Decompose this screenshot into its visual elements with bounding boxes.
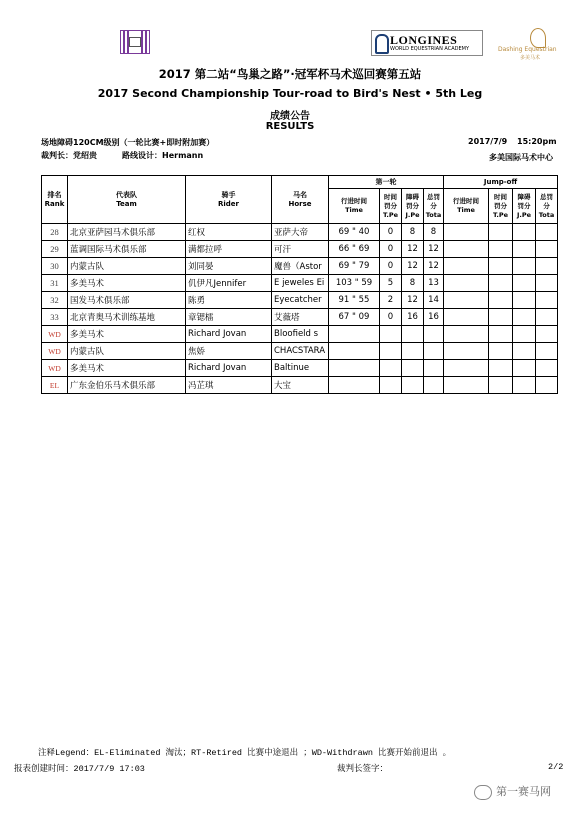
horse-icon: [530, 28, 546, 48]
team-cell: 内蒙古队: [68, 258, 186, 275]
total-cell: [424, 343, 444, 360]
jumpoff-time-cell: [444, 343, 489, 360]
horse-cell: 艾薇塔: [272, 309, 329, 326]
rank-cell: 29: [42, 241, 68, 258]
jumpoff-jump-penalty-header: 障碍 罚分 J.Pe: [513, 189, 536, 224]
rider-cell: 陈勇: [186, 292, 272, 309]
total-cell: [424, 360, 444, 377]
rank-cell: WD: [42, 326, 68, 343]
rider-cell: 章锶檑: [186, 309, 272, 326]
jumpoff-time-cell: [444, 377, 489, 394]
class-info: 场地障碍120CM级别（一轮比赛+即时附加赛）: [41, 138, 215, 147]
jumpoff-time-penalty-cell: [489, 377, 513, 394]
time-cell: [329, 377, 380, 394]
team-cell: 国发马术俱乐部: [68, 292, 186, 309]
longines-wings-icon: [375, 34, 389, 54]
course-designer: 路线设计：Hermann: [122, 151, 204, 160]
jumpoff-time-penalty-cell: [489, 241, 513, 258]
time-penalty-cell: 2: [380, 292, 402, 309]
time-cell: [329, 343, 380, 360]
rank-cell: EL: [42, 377, 68, 394]
jumpoff-jump-penalty-cell: [513, 309, 536, 326]
horse-cell: Baltinue: [272, 360, 329, 377]
event-logo: [120, 30, 150, 54]
jumpoff-total-cell: [536, 241, 558, 258]
jumpoff-jump-penalty-cell: [513, 258, 536, 275]
team-cell: 广东金伯乐马术俱乐部: [68, 377, 186, 394]
jumpoff-time-header: 行进时间 Time: [444, 189, 489, 224]
jumpoff-time-penalty-cell: [489, 360, 513, 377]
rank-cell: WD: [42, 343, 68, 360]
total-cell: 14: [424, 292, 444, 309]
page-number: 2/2: [548, 762, 564, 772]
jumpoff-time-penalty-cell: [489, 275, 513, 292]
time-penalty-cell: 0: [380, 309, 402, 326]
jumpoff-time-cell: [444, 360, 489, 377]
jump-penalty-cell: [402, 343, 424, 360]
venue: 多美国际马术中心: [489, 153, 553, 162]
jumpoff-total-cell: [536, 309, 558, 326]
rider-header: 骑手 Rider: [186, 176, 272, 224]
rank-cell: 31: [42, 275, 68, 292]
jump-penalty-cell: 12: [402, 241, 424, 258]
jumpoff-jump-penalty-cell: [513, 326, 536, 343]
table-row: [42, 326, 558, 343]
jumpoff-jump-penalty-cell: [513, 241, 536, 258]
table-row: [42, 292, 558, 309]
rider-cell: 满都拉呼: [186, 241, 272, 258]
results-table: [41, 175, 558, 394]
round1-header: 第一轮: [329, 176, 444, 189]
total-cell: 16: [424, 309, 444, 326]
time-penalty-cell: 0: [380, 224, 402, 241]
table-row: [42, 343, 558, 360]
horse-cell: Eyecatcher: [272, 292, 329, 309]
jumpoff-jump-penalty-cell: [513, 360, 536, 377]
time-cell: 91 " 55: [329, 292, 380, 309]
dashing-equestrian-logo: Dashing Equestrian 多美马术: [498, 28, 558, 62]
total-cell: 13: [424, 275, 444, 292]
jumpoff-total-cell: [536, 292, 558, 309]
rider-cell: 仉伊凡Jennifer: [186, 275, 272, 292]
horse-cell: Bloofield s: [272, 326, 329, 343]
jumpoff-time-penalty-header: 时间 罚分 T.Pe: [489, 189, 513, 224]
time-penalty-header: 时间 罚分 T.Pe: [380, 189, 402, 224]
jumpoff-total-cell: [536, 377, 558, 394]
jump-penalty-cell: [402, 377, 424, 394]
judge-signature: 裁判长签字：: [337, 764, 389, 774]
rider-cell: 冯芷琪: [186, 377, 272, 394]
jump-penalty-cell: 8: [402, 224, 424, 241]
jumpoff-jump-penalty-cell: [513, 343, 536, 360]
legend: 注释Legend：EL-Eliminated 淘汰；RT-Retired 比赛中途退出 ；WD-Withdrawn 比赛开始前退出 。: [38, 748, 452, 758]
table-row: [42, 275, 558, 292]
time-cell: 66 " 69: [329, 241, 380, 258]
table-row: [42, 241, 558, 258]
jump-penalty-cell: [402, 326, 424, 343]
jumpoff-time-penalty-cell: [489, 258, 513, 275]
time-penalty-cell: 0: [380, 258, 402, 275]
time-penalty-cell: 0: [380, 241, 402, 258]
table-row: [42, 360, 558, 377]
time-cell: [329, 326, 380, 343]
jumpoff-time-cell: [444, 326, 489, 343]
jumpoff-jump-penalty-cell: [513, 292, 536, 309]
jumpoff-jump-penalty-cell: [513, 275, 536, 292]
jumpoff-total-cell: [536, 326, 558, 343]
rank-header: 排名 Rank: [42, 176, 68, 224]
table-row: [42, 258, 558, 275]
horse-header: 马名 Horse: [272, 176, 329, 224]
longines-logo: LONGINES WORLD EQUESTRIAN ACADEMY: [371, 30, 483, 56]
jump-penalty-cell: 16: [402, 309, 424, 326]
jumpoff-time-cell: [444, 258, 489, 275]
title-cn: 2017 第二站“鸟巢之路”·冠军杯马术巡回赛第五站: [158, 67, 422, 81]
header-row: [42, 176, 558, 189]
horse-cell: CHACSTARA: [272, 343, 329, 360]
jumpoff-total-cell: [536, 275, 558, 292]
horse-cell: 可汗: [272, 241, 329, 258]
horse-cell: 亚萨大帝: [272, 224, 329, 241]
jumpoff-jump-penalty-cell: [513, 377, 536, 394]
jumpoff-total-cell: [536, 360, 558, 377]
rider-cell: 红权: [186, 224, 272, 241]
table-row: [42, 224, 558, 241]
rank-cell: 28: [42, 224, 68, 241]
rider-cell: 焦娇: [186, 343, 272, 360]
jumpoff-time-penalty-cell: [489, 309, 513, 326]
horse-cell: 大宝: [272, 377, 329, 394]
jumpoff-time-cell: [444, 224, 489, 241]
team-cell: 北京亚萨园马术俱乐部: [68, 224, 186, 241]
time-penalty-cell: [380, 326, 402, 343]
time-penalty-cell: [380, 360, 402, 377]
subtitle-cn: 成绩公告: [270, 111, 310, 122]
wechat-icon: [474, 785, 492, 800]
jumpoff-time-penalty-cell: [489, 343, 513, 360]
jumpoff-time-penalty-cell: [489, 224, 513, 241]
jumpoff-time-penalty-cell: [489, 326, 513, 343]
jumpoff-time-cell: [444, 275, 489, 292]
jumpoff-jump-penalty-cell: [513, 224, 536, 241]
jump-penalty-cell: 8: [402, 275, 424, 292]
jumpoff-time-cell: [444, 309, 489, 326]
table-row: [42, 377, 558, 394]
total-header: 总罚 分 Tota: [424, 189, 444, 224]
jumpoff-time-cell: [444, 292, 489, 309]
table-row: [42, 309, 558, 326]
jump-penalty-header: 障碍 罚分 J.Pe: [402, 189, 424, 224]
time-cell: 67 " 09: [329, 309, 380, 326]
time-penalty-cell: [380, 377, 402, 394]
horse-cell: E jeweles Ei: [272, 275, 329, 292]
jumpoff-total-cell: [536, 258, 558, 275]
jumpoff-time-penalty-cell: [489, 292, 513, 309]
total-cell: [424, 377, 444, 394]
total-cell: 12: [424, 258, 444, 275]
rider-cell: Richard Jovan: [186, 326, 272, 343]
team-cell: 多美马术: [68, 326, 186, 343]
jumpoff-time-cell: [444, 241, 489, 258]
jump-penalty-cell: [402, 360, 424, 377]
rank-cell: WD: [42, 360, 68, 377]
jumpoff-header: Jump-off: [444, 176, 558, 189]
wechat-watermark: 第一赛马网: [474, 783, 574, 803]
rank-cell: 33: [42, 309, 68, 326]
jumpoff-total-header: 总罚 分 Tota: [536, 189, 558, 224]
time: 15:20pm: [517, 137, 557, 146]
total-cell: 12: [424, 241, 444, 258]
team-cell: 多美马术: [68, 275, 186, 292]
time-header: 行进时间 Time: [329, 189, 380, 224]
total-cell: [424, 326, 444, 343]
jump-penalty-cell: 12: [402, 292, 424, 309]
team-header: 代表队 Team: [68, 176, 186, 224]
jumpoff-total-cell: [536, 224, 558, 241]
time-cell: 69 " 40: [329, 224, 380, 241]
report-created: 报表创建时间：2017/7/9 17:03: [14, 764, 145, 774]
rank-cell: 32: [42, 292, 68, 309]
time-penalty-cell: 5: [380, 275, 402, 292]
rider-cell: 刘同晏: [186, 258, 272, 275]
total-cell: 8: [424, 224, 444, 241]
subtitle-en: RESULTS: [265, 121, 315, 132]
jumpoff-total-cell: [536, 343, 558, 360]
rank-cell: 30: [42, 258, 68, 275]
jump-penalty-cell: 12: [402, 258, 424, 275]
time-cell: 103 " 59: [329, 275, 380, 292]
time-penalty-cell: [380, 343, 402, 360]
date: 2017/7/9: [468, 137, 508, 146]
title-en: 2017 Second Championship Tour-road to Bird's Nest • 5th Leg: [97, 87, 483, 100]
team-cell: 北京青奥马术训练基地: [68, 309, 186, 326]
judge: 裁判长：党绍贵: [41, 151, 97, 160]
team-cell: 蓝调国际马术俱乐部: [68, 241, 186, 258]
rider-cell: Richard Jovan: [186, 360, 272, 377]
time-cell: [329, 360, 380, 377]
time-cell: 69 " 79: [329, 258, 380, 275]
team-cell: 内蒙古队: [68, 343, 186, 360]
team-cell: 多美马术: [68, 360, 186, 377]
horse-cell: 魔兽（Astor: [272, 258, 329, 275]
